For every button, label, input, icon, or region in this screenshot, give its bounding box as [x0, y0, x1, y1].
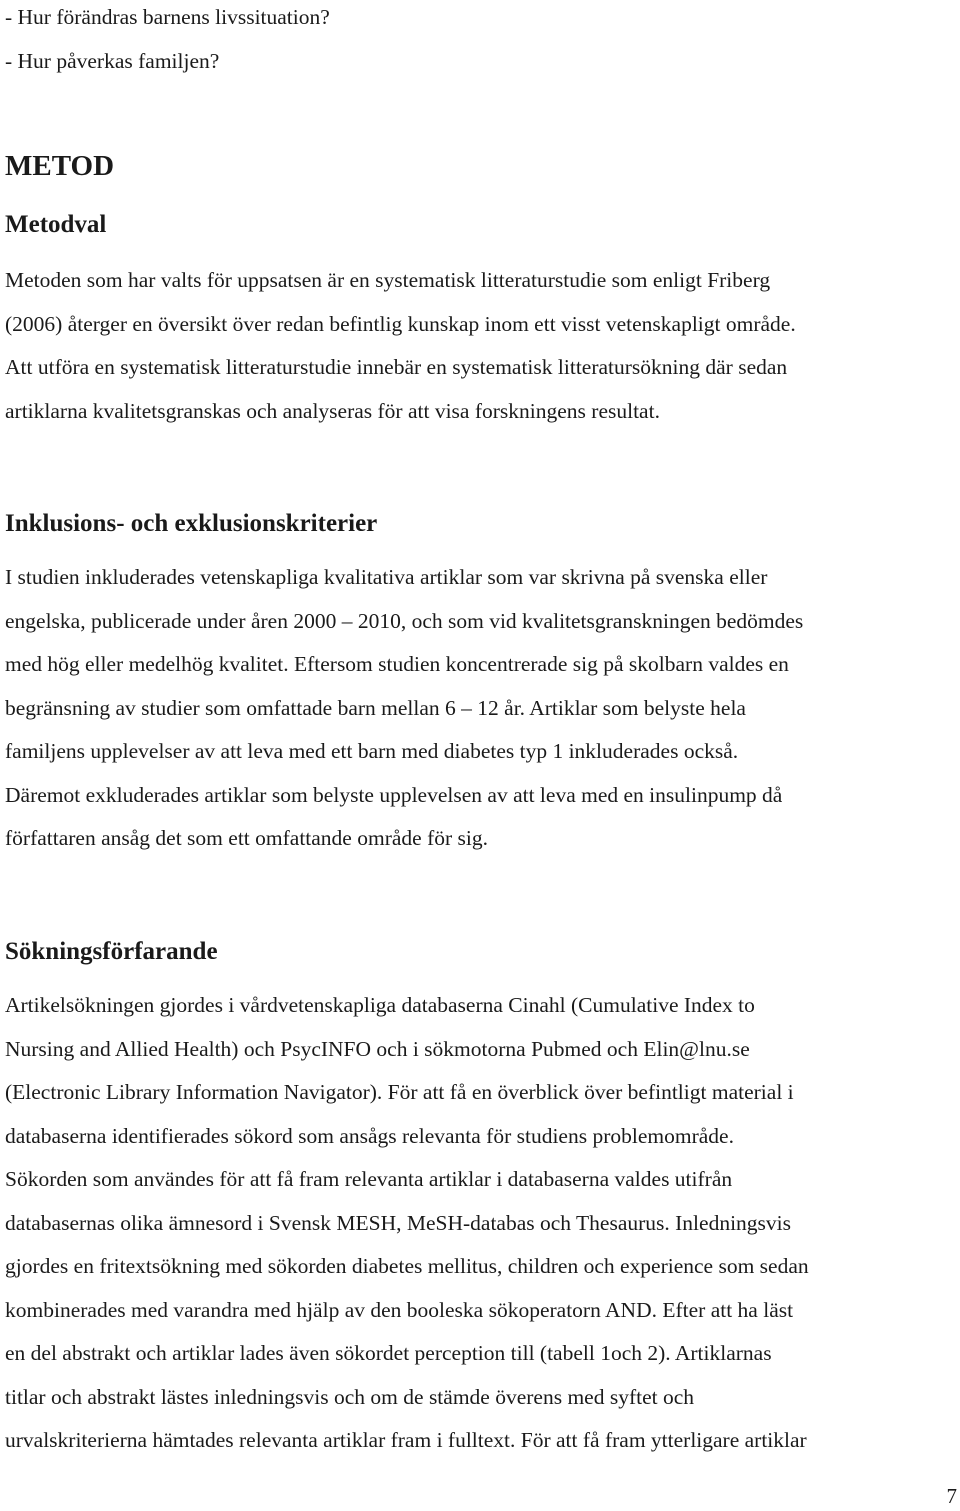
- paragraph-line: Sökorden som användes för att få fram relevanta artiklar i databaserna valdes utifrån: [5, 1167, 733, 1191]
- section-title-metod: METOD: [5, 150, 115, 182]
- paragraph-line: författaren ansåg det som ett omfattande område för sig.: [5, 826, 488, 850]
- metodval-paragraph: [5, 259, 953, 433]
- paragraph-line: artiklarna kvalitetsgranskas och analyseras för att visa forskningens resultat.: [5, 398, 660, 423]
- question-line: - Hur förändras barnens livssituation?: [5, 5, 330, 29]
- paragraph-line: urvalskriterierna hämtades relevanta artiklar fram i fulltext. För att få fram ytterligare artiklar: [5, 1428, 807, 1452]
- inklusion-paragraph: [5, 556, 953, 861]
- paragraph-line: begränsning av studier som omfattade barn mellan 6 – 12 år. Artiklar som belyste hela: [5, 695, 746, 720]
- paragraph-line: I studien inkluderades vetenskapliga kvalitativa artiklar som var skrivna på svenska eller: [5, 565, 768, 589]
- section-title-inklusion: Inklusions- och exklusionskriterier: [5, 510, 378, 537]
- paragraph-line: gjordes en fritextsökning med sökorden diabetes mellitus, children och experience som sedan: [5, 1254, 809, 1278]
- paragraph-line: Artikelsökningen gjordes i vårdvetenskapliga databaserna Cinahl (Cumulative Index to: [5, 993, 755, 1017]
- paragraph-line: Att utföra en systematisk litteraturstudie innebär en systematisk litteratursökning där sedan: [5, 355, 788, 379]
- paragraph-line: Metoden som har valts för uppsatsen är en systematisk litteraturstudie som enligt Friberg: [5, 268, 771, 292]
- paragraph-line: (Electronic Library Information Navigator). För att få en överblick över befintligt material i: [5, 1080, 794, 1104]
- paragraph-line: familjens upplevelser av att leva med ett barn med diabetes typ 1 inkluderades också.: [5, 739, 739, 763]
- research-questions: [5, 0, 953, 83]
- paragraph-line: med hög eller medelhög kvalitet. Eftersom studien koncentrerade sig på skolbarn valdes en: [5, 652, 789, 676]
- subsection-title-metodval: Metodval: [5, 211, 107, 238]
- paragraph-line: (2006) återger en översikt över redan befintlig kunskap inom ett visst vetenskapligt område.: [5, 311, 796, 336]
- sokning-paragraph: [5, 984, 953, 1463]
- paragraph-line: databasernas olika ämnesord i Svensk MESH, MeSH-databas och Thesaurus. Inledningsvis: [5, 1210, 791, 1235]
- paragraph-line: engelska, publicerade under åren 2000 – 2010, och som vid kvalitetsgranskningen bedömdes: [5, 608, 804, 633]
- section-title-sokning: Sökningsförfarande: [5, 938, 218, 965]
- question-line: - Hur påverkas familjen?: [5, 48, 220, 73]
- paragraph-line: en del abstrakt och artiklar lades även sökordet perception till (tabell 1och 2). Artiklarnas: [5, 1341, 772, 1365]
- page-number: 7: [946, 1484, 957, 1508]
- paragraph-line: Nursing and Allied Health) och PsycINFO och i sökmotorna Pubmed och Elin@lnu.se: [5, 1036, 750, 1061]
- paragraph-line: databaserna identifierades sökord som ansågs relevanta för studiens problemområde.: [5, 1123, 734, 1148]
- paragraph-line: kombinerades med varandra med hjälp av den booleska sökoperatorn AND. Efter att ha läst: [5, 1297, 794, 1322]
- paragraph-line: titlar och abstrakt lästes inledningsvis och om de stämde överens med syftet och: [5, 1384, 695, 1409]
- paragraph-line: Däremot exkluderades artiklar som belyste upplevelsen av att leva med en insulinpump då: [5, 782, 783, 807]
